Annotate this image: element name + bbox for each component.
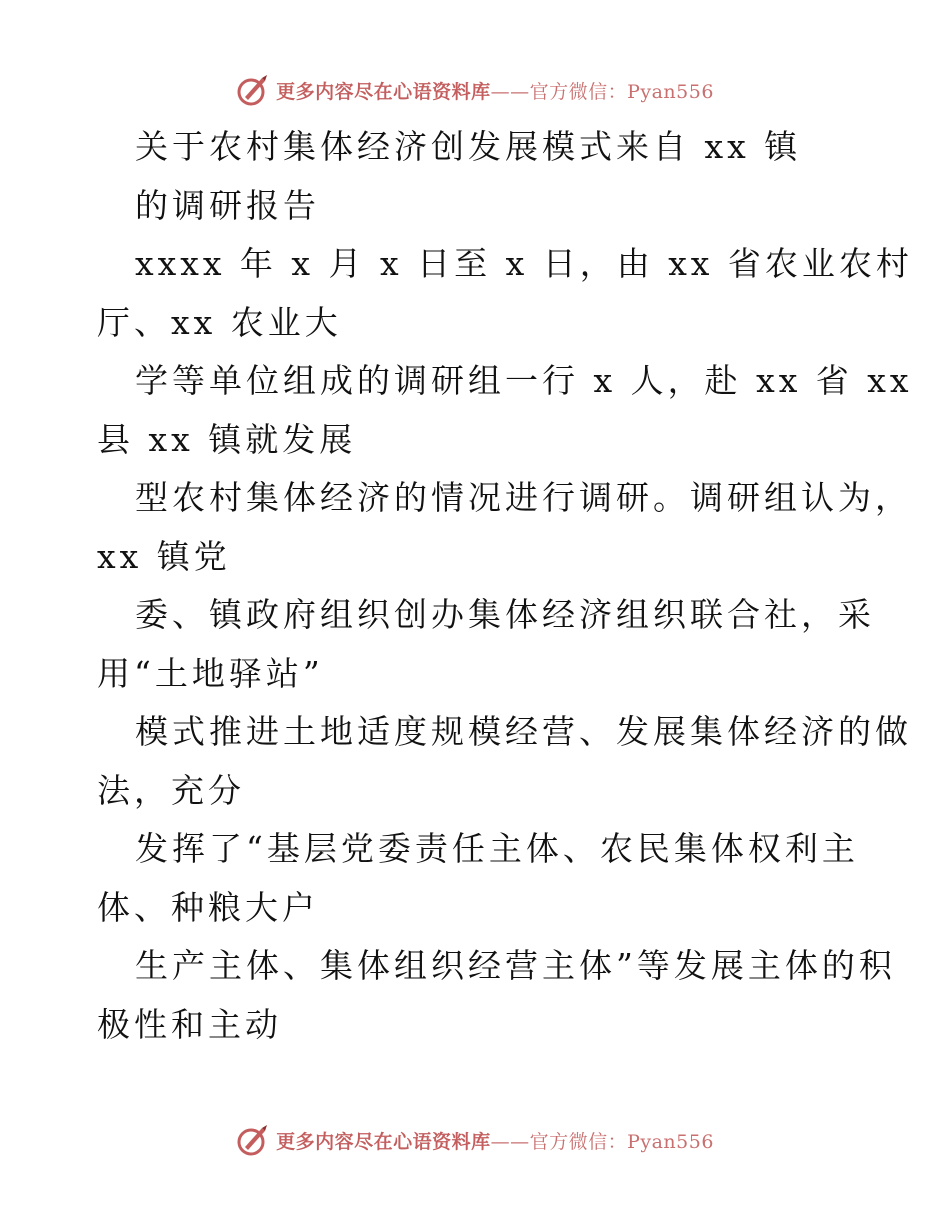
- document-body: [97, 118, 913, 1054]
- text-line: 委、镇政府组织创办集体经济组织联合社，采: [135, 595, 875, 634]
- watermark-banner-top: [0, 70, 950, 110]
- text-line: 的调研报告: [135, 185, 320, 225]
- text-line: 厅、xx 农业大: [97, 302, 342, 342]
- pen-logo-icon: [236, 1123, 270, 1157]
- text-line: 型农村集体经济的情况进行调研。调研组认为，: [135, 478, 912, 517]
- text-line: xxxx 年 x 月 x 日至 x 日，由 xx 省农业农村: [135, 244, 913, 283]
- text-line: xx 镇党: [97, 536, 231, 576]
- text-line: 模式推进土地适度规模经营、发展集体经济的做: [135, 712, 912, 751]
- watermark-text: 更多内容尽在心语资料库——官方微信：Pyan556: [276, 80, 714, 103]
- text-line: 学等单位组成的调研组一行 x 人，赴 xx 省 xx: [135, 361, 913, 400]
- text-line: 关于农村集体经济创发展模式来自 xx 镇: [135, 127, 802, 166]
- text-line: 极性和主动: [97, 1004, 282, 1044]
- text-line: 体、种粮大户: [97, 887, 319, 927]
- watermark-text: 更多内容尽在心语资料库——官方微信：Pyan556: [276, 1130, 714, 1153]
- text-line: 县 xx 镇就发展: [97, 419, 357, 459]
- text-line: 生产主体、集体组织经营主体”等发展主体的积: [135, 946, 896, 985]
- text-line: 发挥了“基层党委责任主体、农民集体权利主: [135, 829, 859, 868]
- watermark-banner-bottom: [0, 1120, 950, 1160]
- text-line: 用“土地驿站”: [97, 653, 324, 693]
- text-line: 法，充分: [97, 770, 245, 810]
- pen-logo-icon: [236, 73, 270, 107]
